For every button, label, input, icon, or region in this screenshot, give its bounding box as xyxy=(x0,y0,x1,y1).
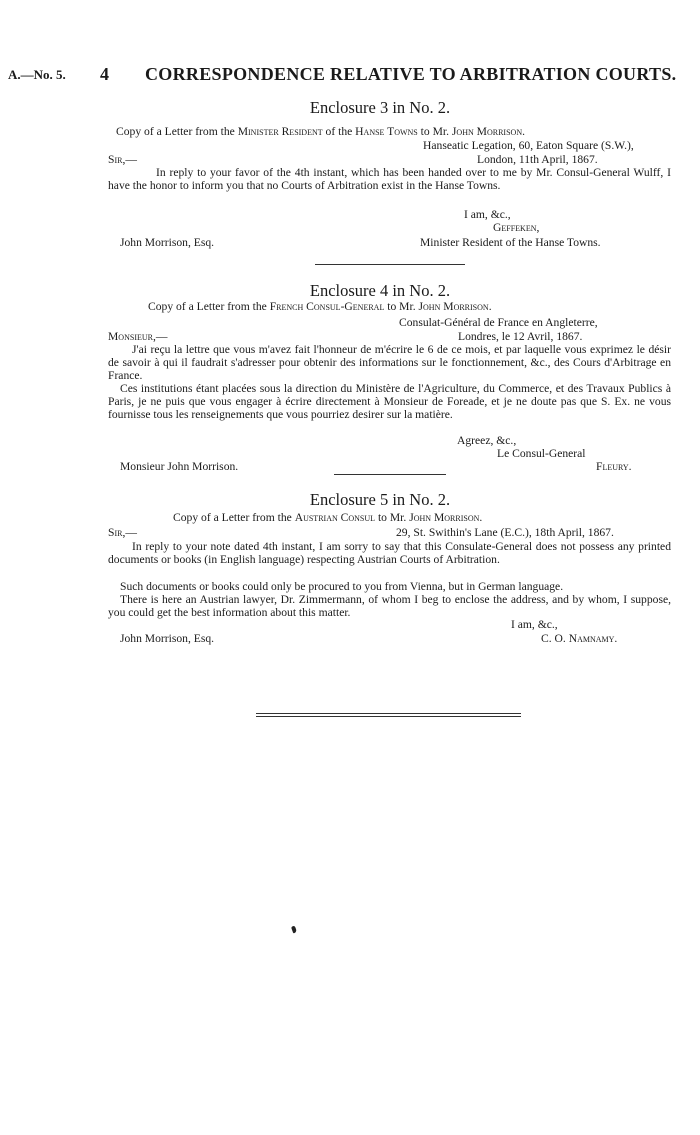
section-divider xyxy=(315,264,465,265)
enclosure-4-signer-title: Le Consul-General xyxy=(497,447,586,460)
enclosure-5-caption: Copy of a Letter from the Austrian Consul to Mr. John Morrison. xyxy=(173,511,483,524)
document-reference: A.—No. 5. xyxy=(8,67,66,82)
enclosure-5-salutation: Sir,— xyxy=(108,526,137,539)
enclosure-4-address-line-2: Londres, le 12 Avril, 1867. xyxy=(458,330,583,343)
enclosure-3-title: Enclosure 3 in No. 2. xyxy=(309,98,451,117)
section-divider xyxy=(334,474,446,475)
enclosure-5-address: 29, St. Swithin's Lane (E.C.), 18th April, 1867. xyxy=(396,526,614,539)
enclosure-5-body-paragraph-2: Such documents or books could only be procured to you from Vienna, but in German language. xyxy=(120,580,564,593)
enclosure-4-address-line-1: Consulat-Général de France en Angleterre, xyxy=(399,316,598,329)
enclosure-4-salutation: Monsieur,— xyxy=(108,330,168,343)
enclosure-4-signer: Fleury. xyxy=(596,460,632,473)
enclosure-5-body-paragraph-3: There is here an Austrian lawyer, Dr. Zimmermann, of whom I beg to enclose the address, and by whom, I suppose, you could get the best information about this matter. xyxy=(108,593,671,620)
page-title: CORRESPONDENCE RELATIVE TO ARBITRATION COURTS. xyxy=(145,64,677,84)
enclosure-4-closing: Agreez, &c., xyxy=(457,434,517,447)
end-rule-bottom xyxy=(256,716,521,717)
end-rule-top xyxy=(256,713,521,714)
enclosure-5-signer: C. O. Namnamy. xyxy=(541,632,618,645)
enclosure-3-address-line-1: Hanseatic Legation, 60, Eaton Square (S.W.), xyxy=(423,139,634,152)
enclosure-4-title: Enclosure 4 in No. 2. xyxy=(309,281,451,300)
enclosure-3-salutation: Sir,— xyxy=(108,153,137,166)
enclosure-4-recipient: Monsieur John Morrison. xyxy=(120,460,239,473)
page-number: 4 xyxy=(100,64,109,84)
enclosure-3-address-line-2: London, 11th April, 1867. xyxy=(477,153,598,166)
enclosure-3-closing: I am, &c., xyxy=(464,208,511,221)
enclosure-5-title: Enclosure 5 in No. 2. xyxy=(309,490,451,509)
enclosure-5-body-paragraph-1: In reply to your note dated 4th instant, I am sorry to say that this Consulate-General does not possess any printed documents or books (in English language) respecting Austrian Courts of Arbitration. xyxy=(108,540,671,567)
enclosure-3-signer-title: Minister Resident of the Hanse Towns. xyxy=(420,236,601,249)
enclosure-3-signer: Geffeken, xyxy=(493,221,540,234)
enclosure-3-caption: Copy of a Letter from the Minister Resident of the Hanse Towns to Mr. John Morrison. xyxy=(116,125,525,138)
ink-mark xyxy=(291,926,297,934)
enclosure-4-body-paragraph-1: J'ai reçu la lettre que vous m'avez fait l'honneur de m'écrire le 6 de ce mois, et par laquelle vous exprimez le désir de savoir à qui il faudrait s'adresser pour obtenir des informations sur le fonctionnement, &c., des Cours d'Arbitrage en France. xyxy=(108,343,671,383)
enclosure-4-caption: Copy of a Letter from the French Consul-General to Mr. John Morrison. xyxy=(148,300,492,313)
enclosure-4-body-paragraph-2: Ces institutions étant placées sous la direction du Ministère de l'Agriculture, du Commerce, et des Travaux Publics à Paris, je ne puis que vous engager à écrire directement à Monsieur de Foreade, et je ne doute pas que S. Ex. ne vous fournisse tous les renseignements que vous pourriez desirer sur la matière. xyxy=(108,382,671,422)
enclosure-5-recipient: John Morrison, Esq. xyxy=(120,632,215,645)
enclosure-5-closing: I am, &c., xyxy=(511,618,558,631)
enclosure-3-body: In reply to your favor of the 4th instant, which has been handed over to me by Mr. Consul-General Wulff, I have the honor to inform you that no Courts of Arbitration exist in the Hanse Towns. xyxy=(108,166,671,193)
enclosure-3-recipient: John Morrison, Esq. xyxy=(120,236,215,249)
